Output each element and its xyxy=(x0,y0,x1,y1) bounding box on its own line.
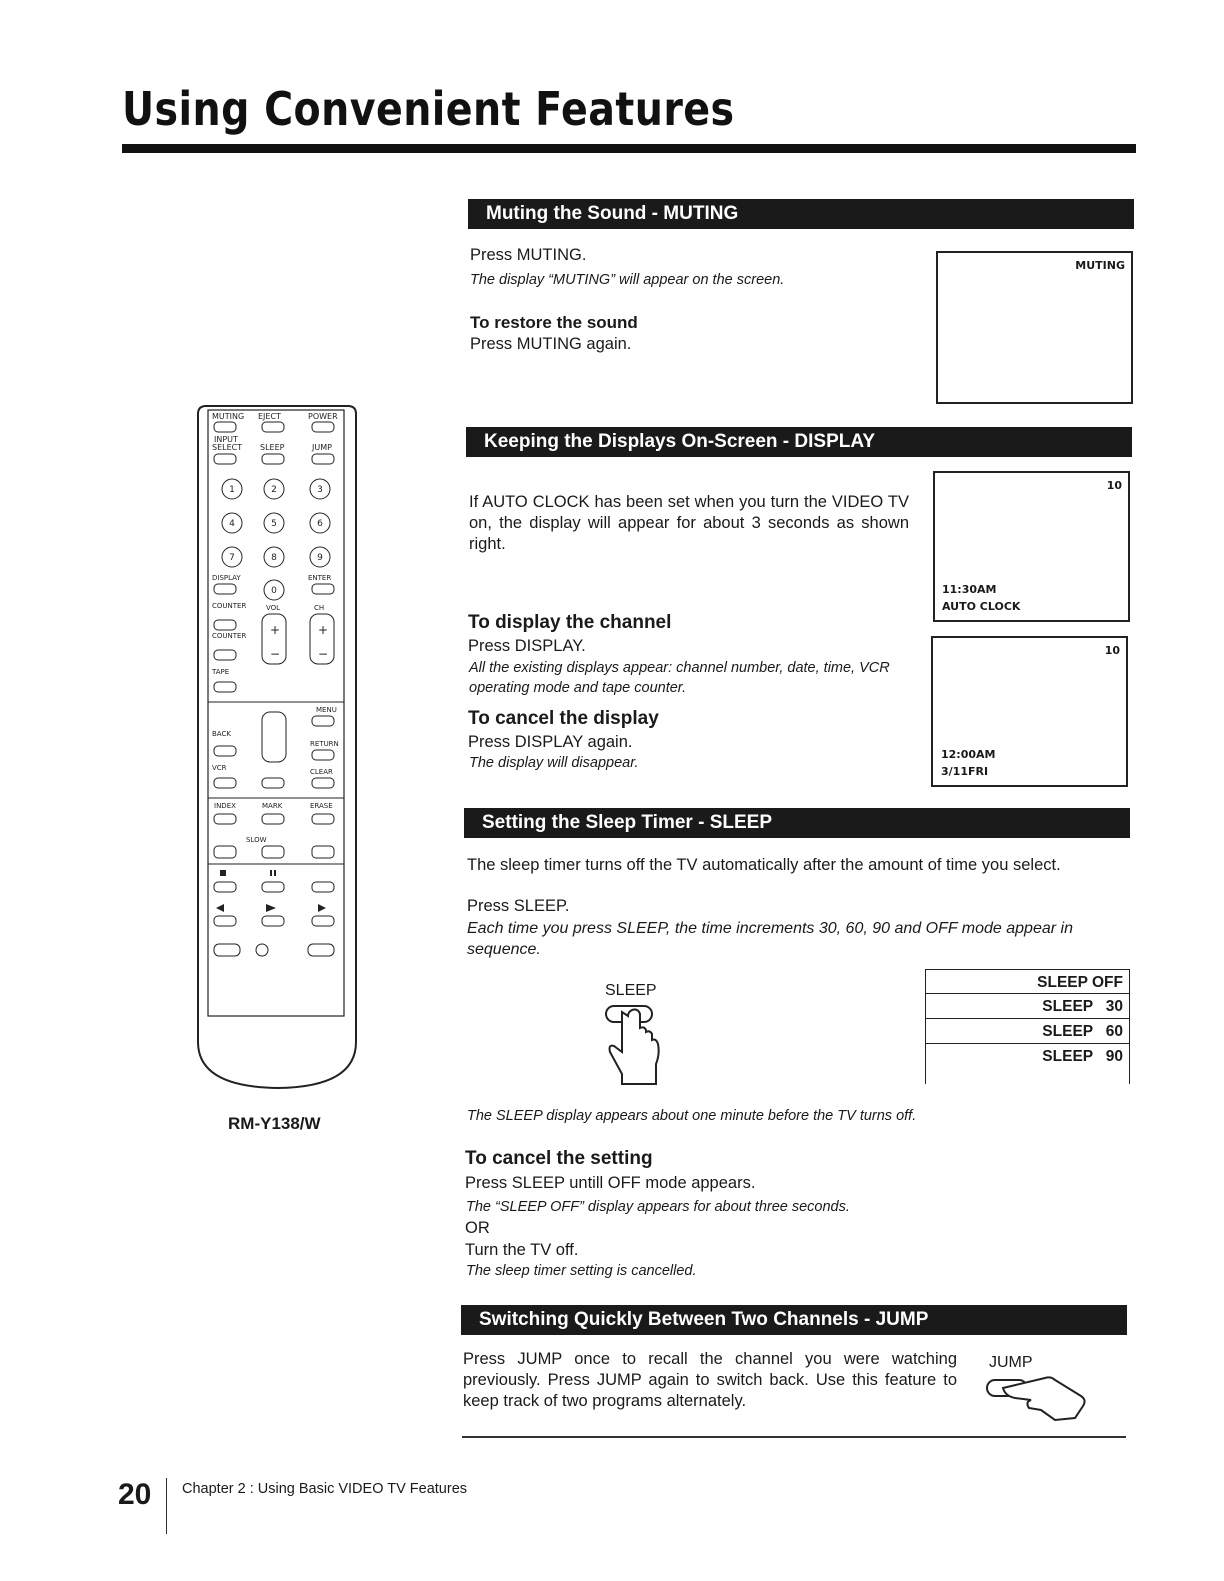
muting-note: The display “MUTING” will appear on the screen. xyxy=(470,272,785,288)
svg-text:DISPLAY: DISPLAY xyxy=(212,574,241,582)
display-screen-auto-clock xyxy=(933,471,1130,622)
page-number: 20 xyxy=(118,1478,152,1511)
sleep-alt-step: Turn the TV off. xyxy=(465,1241,579,1259)
svg-text:CH: CH xyxy=(314,604,325,612)
svg-text:+: + xyxy=(318,623,329,637)
screen2-time: 12:00AM xyxy=(941,748,996,761)
sleep-step: Press SLEEP. xyxy=(467,897,570,915)
display-intro: If AUTO CLOCK has been set when you turn the VIDEO TV on, the display will appear for about 3 seconds as shown right. xyxy=(469,493,909,553)
svg-text:POWER: POWER xyxy=(308,412,338,421)
footer-divider xyxy=(166,1478,167,1534)
svg-text:MENU: MENU xyxy=(316,706,337,714)
svg-text:−: − xyxy=(318,647,329,661)
display-cancel-step: Press DISPLAY again. xyxy=(468,733,633,751)
svg-text:INDEX: INDEX xyxy=(214,802,236,810)
screen1-channel: 10 xyxy=(1106,479,1122,492)
svg-text:SLOW: SLOW xyxy=(246,836,267,844)
svg-text:4: 4 xyxy=(229,519,235,529)
muting-screen xyxy=(936,251,1133,404)
remote-illustration xyxy=(190,402,365,1092)
section-heading-muting: Muting the Sound - MUTING xyxy=(468,199,1134,229)
svg-text:MARK: MARK xyxy=(262,802,283,810)
svg-text:+: + xyxy=(270,623,281,637)
bottom-rule xyxy=(462,1436,1126,1438)
svg-text:INPUT: INPUT xyxy=(214,435,238,444)
svg-text:BACK: BACK xyxy=(212,730,231,738)
sleep-note: Each time you press SLEEP, the time increments 30, 60, 90 and OFF mode appear in sequence. xyxy=(467,920,1073,958)
sleep-button-label: SLEEP xyxy=(605,982,657,999)
jump-button-illustration xyxy=(985,1354,1095,1424)
svg-text:RETURN: RETURN xyxy=(310,740,339,748)
svg-text:MUTING: MUTING xyxy=(212,412,245,421)
svg-text:VCR: VCR xyxy=(212,764,227,772)
sleep-table-row: SLEEP OFF xyxy=(926,969,1129,994)
jump-button-label: JUMP xyxy=(989,1354,1033,1371)
svg-text:VOL: VOL xyxy=(266,604,281,612)
display-channel-step: Press DISPLAY. xyxy=(468,637,586,655)
muting-step: Press MUTING. xyxy=(470,246,587,264)
display-screen-channel xyxy=(931,636,1128,787)
muting-osd: MUTING xyxy=(1075,259,1125,272)
sleep-intro: The sleep timer turns off the TV automatically after the amount of time you select. xyxy=(467,856,1061,874)
svg-text:−: − xyxy=(270,647,281,661)
sleep-table-row: SLEEP 30 xyxy=(926,994,1129,1019)
svg-text:ENTER: ENTER xyxy=(308,574,332,582)
sleep-display-table xyxy=(925,969,1130,1084)
svg-text:2: 2 xyxy=(271,485,277,495)
muting-restore-heading: To restore the sound xyxy=(470,313,638,332)
display-channel-note: All the existing displays appear: channel number, date, time, VCR operating mode and tape counter. xyxy=(469,660,890,696)
svg-text:EJECT: EJECT xyxy=(258,412,281,421)
svg-text:SELECT: SELECT xyxy=(212,443,243,452)
hand-press-icon xyxy=(985,1370,1095,1422)
title-rule xyxy=(122,144,1136,153)
sleep-button-illustration xyxy=(600,982,690,1090)
muting-restore-step: Press MUTING again. xyxy=(470,335,632,353)
page-title: Using Convenient Features xyxy=(122,82,735,136)
section-heading-jump: Switching Quickly Between Two Channels - JUMP xyxy=(461,1305,1127,1335)
svg-text:TAPE: TAPE xyxy=(212,668,230,676)
display-cancel-note: The display will disappear. xyxy=(469,755,639,771)
screen1-time: 11:30AM xyxy=(942,583,997,596)
sleep-or: OR xyxy=(465,1219,490,1237)
svg-text:CLEAR: CLEAR xyxy=(310,768,333,776)
screen2-channel: 10 xyxy=(1104,644,1120,657)
svg-text:0: 0 xyxy=(271,586,277,596)
section-heading-display: Keeping the Displays On-Screen - DISPLAY xyxy=(466,427,1132,457)
screen2-date: 3/11FRI xyxy=(941,765,989,778)
svg-text:COUNTER: COUNTER xyxy=(212,632,247,640)
sleep-cancel-step: Press SLEEP untill OFF mode appears. xyxy=(465,1174,756,1192)
sleep-display-note: The SLEEP display appears about one minute before the TV turns off. xyxy=(467,1108,917,1124)
svg-text:9: 9 xyxy=(317,553,323,563)
chapter-label: Chapter 2 : Using Basic VIDEO TV Features xyxy=(182,1481,468,1497)
svg-text:COUNTER: COUNTER xyxy=(212,602,247,610)
svg-text:SLEEP: SLEEP xyxy=(260,443,285,452)
sleep-cancel-heading: To cancel the setting xyxy=(465,1148,653,1169)
screen1-label: AUTO CLOCK xyxy=(942,600,1021,613)
sleep-table-row: SLEEP 90 xyxy=(1042,1048,1123,1065)
display-channel-heading: To display the channel xyxy=(468,612,672,633)
svg-text:5: 5 xyxy=(271,519,277,529)
display-cancel-heading: To cancel the display xyxy=(468,708,659,729)
svg-text:7: 7 xyxy=(229,553,235,563)
remote-control-icon xyxy=(190,402,365,1092)
svg-text:ERASE: ERASE xyxy=(310,802,333,810)
svg-text:6: 6 xyxy=(317,519,323,529)
jump-body: Press JUMP once to recall the channel you were watching previously. Press JUMP again to switch back. Use this feature to keep track of two programs alternately. xyxy=(463,1350,957,1410)
svg-text:8: 8 xyxy=(271,553,277,563)
svg-text:JUMP: JUMP xyxy=(312,443,332,452)
svg-text:1: 1 xyxy=(229,485,235,495)
svg-text:3: 3 xyxy=(317,485,323,495)
sleep-alt-note: The sleep timer setting is cancelled. xyxy=(466,1263,697,1279)
sleep-table-row: SLEEP 60 xyxy=(926,1019,1129,1044)
section-heading-sleep: Setting the Sleep Timer - SLEEP xyxy=(464,808,1130,838)
sleep-cancel-note: The “SLEEP OFF” display appears for about three seconds. xyxy=(466,1199,850,1215)
remote-model-label: RM-Y138/W xyxy=(228,1114,321,1133)
hand-press-icon xyxy=(600,1000,690,1090)
